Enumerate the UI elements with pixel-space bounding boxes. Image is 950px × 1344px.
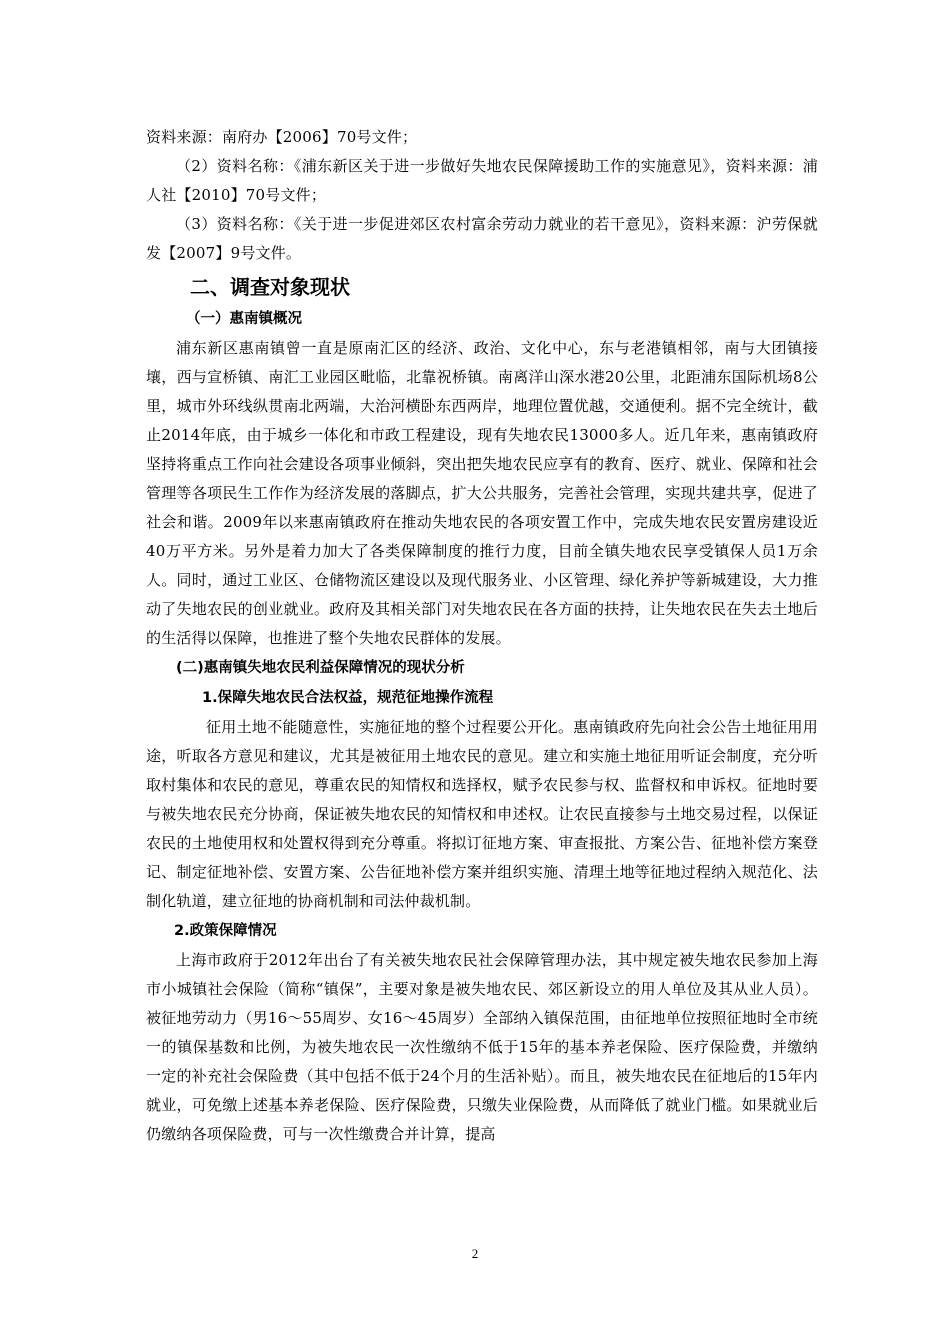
document-body [146, 123, 818, 1149]
page-number: 2 [471, 1246, 479, 1261]
subsection-heading-1: （一）惠南镇概况 [186, 311, 302, 327]
item-heading-1: 1.保障失地农民合法权益，规范征地操作流程 [202, 690, 494, 706]
item-2-body: 上海市政府于2012年出台了有关被失地农民社会保障管理办法，其中规定被失地农民参加上海市小城镇社会保险（简称“镇保”，主要对象是被失地农民、郊区新设立的用人单位及其从业人员）。被征地劳动力（男16～55周岁、女16～45周岁）全部纳入镇保范围，由征地单位按照征地时全市统一的镇保基数和比例，为被失地农民一次性缴纳不低于15年的基本养老保险、医疗保险费，并缴纳一定的补充社会保险费（其中包括不低于24个月的生活补贴）。而且，被失地农民在征地后的15年内就业，可免缴上述基本养老保险、医疗保险费，只缴失业保险费，从而降低了就业门槛。如果就业后仍缴纳各项保险费，可与一次性缴费合并计算，提高 [146, 951, 818, 1143]
item-1-body: 征用土地不能随意性，实施征地的整个过程要公开化。惠南镇政府先向社会公告土地征用用途，听取各方意见和建议，尤其是被征用土地农民的意见。建立和实施土地征用听证会制度，充分听取村集体和农民的意见，尊重农民的知情权和选择权，赋予农民参与权、监督权和申诉权。征地时要与被失地农民充分协商，保证被失地农民的知情权和申述权。让农民直接参与土地交易过程，以保证农民的土地使用权和处置权得到充分尊重。将拟订征地方案、审查报批、方案公告、征地补偿方案登记、制定征地补偿、安置方案、公告征地补偿方案并组织实施、清理土地等征地过程纳入规范化、法制化轨道，建立征地的协商机制和司法仲裁机制。 [146, 718, 818, 910]
paragraph-source-3: （3）资料名称：《关于进一步促进郊区农村富余劳动力就业的若干意见》，资料来源：沪劳保就发【2007】9号文件。 [146, 215, 818, 262]
subsection-1-body: 浦东新区惠南镇曾一直是原南汇区的经济、政治、文化中心，东与老港镇相邻，南与大团镇接壤，西与宣桥镇、南汇工业园区毗临，北靠祝桥镇。南离洋山深水港20公里，北距浦东国际机场8公里，城市外环线纵贯南北两端，大治河横卧东西两岸，地理位置优越，交通便利。据不完全统计，截止2014年底，由于城乡一体化和市政工程建设，现有失地农民13000多人。近几年来，惠南镇政府坚持将重点工作向社会建设各项事业倾斜，突出把失地农民应享有的教育、医疗、就业、保障和社会管理等各项民生工作作为经济发展的落脚点，扩大公共服务，完善社会管理，实现共建共享，促进了社会和谐。2009年以来惠南镇政府在推动失地农民的各项安置工作中，完成失地农民安置房建设近40万平方米。另外是着力加大了各类保障制度的推行力度，目前全镇失地农民享受镇保人员1万余人。同时，通过工业区、仓储物流区建设以及现代服务业、小区管理、绿化养护等新城建设，大力推动了失地农民的创业就业。政府及其相关部门对失地农民在各方面的扶持，让失地农民在失去土地后的生活得以保障，也推进了整个失地农民群体的发展。 [146, 339, 818, 647]
paragraph-source-2: （2）资料名称：《浦东新区关于进一步做好失地农民保障援助工作的实施意见》，资料来源：浦人社【2010】70号文件； [146, 157, 818, 204]
item-heading-2: 2.政策保障情况 [174, 923, 277, 939]
section-heading: 二、调查对象现状 [190, 275, 350, 299]
paragraph-source-1: 资料来源：南府办【2006】70号文件； [146, 128, 418, 146]
subsection-heading-2: (二)惠南镇失地农民利益保障情况的现状分析 [176, 660, 465, 676]
